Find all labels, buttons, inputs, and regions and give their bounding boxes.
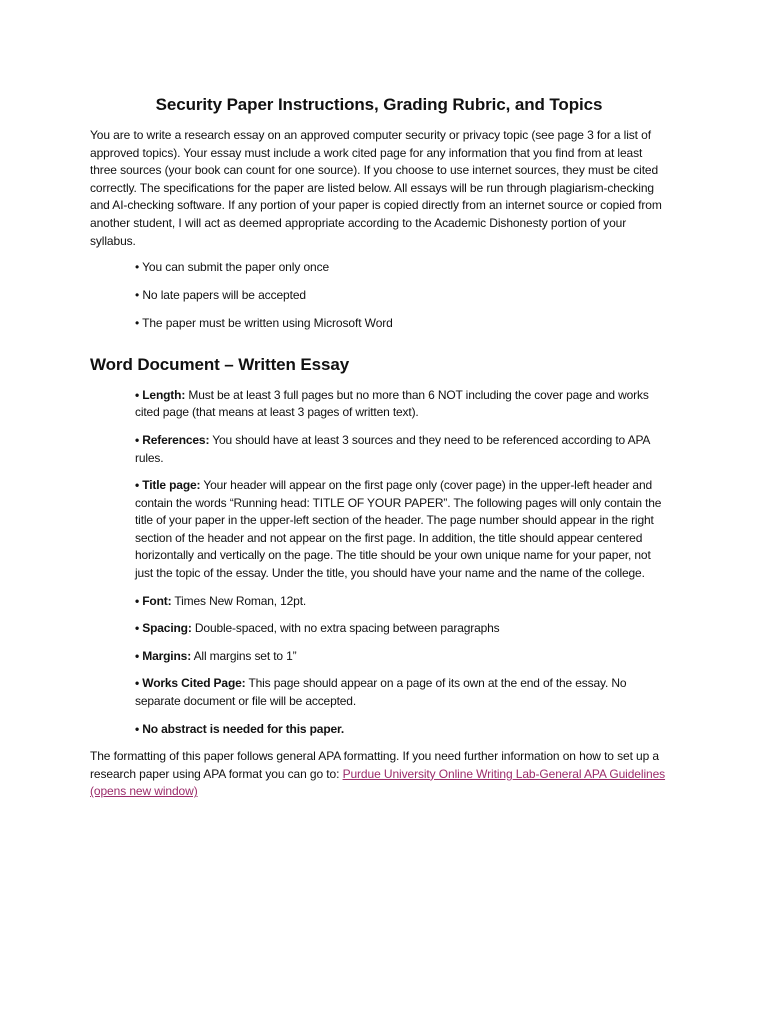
document-content: [90, 92, 668, 801]
spec-text: Times New Roman, 12pt.: [171, 593, 307, 608]
spec-text: All margins set to 1”: [191, 648, 297, 663]
spec-spacing: [135, 620, 668, 638]
spec-text: Double-spaced, with no extra spacing between paragraphs: [191, 621, 500, 636]
spec-text: This page should appear on a page of its own at the end of the essay. No separate document or file will be accepted.: [135, 676, 627, 709]
intro-paragraph: You are to write a research essay on an approved computer security or privacy topic (see page 3 for a list of approved topics). Your essay must include a work cited page for any information that you find from at least three sources (your book can count for one source). If you choose to use internet sources, they must be cited correctly. The specifications for the paper are listed below. All essays will be run through plagiarism-checking and AI-checking software. If any portion of your paper is copied directly from an internet source or copied from another student, I will act as deemed appropriate according to the Academic Dishonesty portion of your syllabus.: [90, 128, 662, 248]
spec-works-cited: [135, 675, 668, 710]
spec-label: • Title page:: [135, 478, 201, 493]
spec-title-page: [135, 477, 668, 583]
spec-label: • References:: [135, 432, 210, 447]
spec-margins: [135, 648, 668, 666]
spec-text: You should have at least 3 sources and they need to be referenced according to APA rules.: [135, 432, 650, 465]
spec-text: Must be at least 3 full pages but no more than 6 NOT including the cover page and works cited page (that means at least 3 pages of written text).: [135, 387, 649, 420]
spec-no-abstract: [135, 721, 668, 739]
requirement-item: • The paper must be written using Microsoft Word: [135, 316, 393, 331]
spec-font: [135, 593, 668, 611]
document-title: Security Paper Instructions, Grading Rubric, and Topics: [155, 95, 603, 114]
spec-label: • Margins:: [135, 648, 192, 663]
spec-length: [135, 387, 668, 422]
spec-references: [135, 432, 668, 467]
spec-label: • Font:: [135, 593, 172, 608]
spec-label: • No abstract is needed for this paper.: [135, 721, 345, 736]
spec-label: • Length:: [135, 387, 186, 402]
spec-label: • Works Cited Page:: [135, 676, 246, 691]
purdue-owl-link[interactable]: Purdue University Online Writing Lab-General APA Guidelines (opens new window): [90, 766, 666, 799]
spec-text: Your header will appear on the first page only (cover page) in the upper-left header and contain the words “Running head: TITLE OF YOUR PAPER”. The following pages will only contain the title of your paper in the upper-left section of the header. The page number should appear in the right section of the header and not appear on the first page. In addition, the title should appear centered horizontally and vertically on the page. The title should be your own unique name for your paper, not just the topic of the essay. Under the title, you should have your name and the name of the college.: [135, 478, 662, 581]
spec-label: • Spacing:: [135, 621, 192, 636]
closing-paragraph: [90, 748, 668, 801]
requirements-list: [135, 259, 668, 333]
closing-text: The formatting of this paper follows general APA formatting. If you need further information on how to set up a research paper using APA format you can go to:: [90, 749, 660, 781]
section-heading: Word Document – Written Essay: [90, 354, 350, 374]
specifications-list: [135, 387, 668, 739]
requirement-item: • You can submit the paper only once: [135, 260, 330, 275]
requirement-item: • No late papers will be accepted: [135, 288, 306, 303]
